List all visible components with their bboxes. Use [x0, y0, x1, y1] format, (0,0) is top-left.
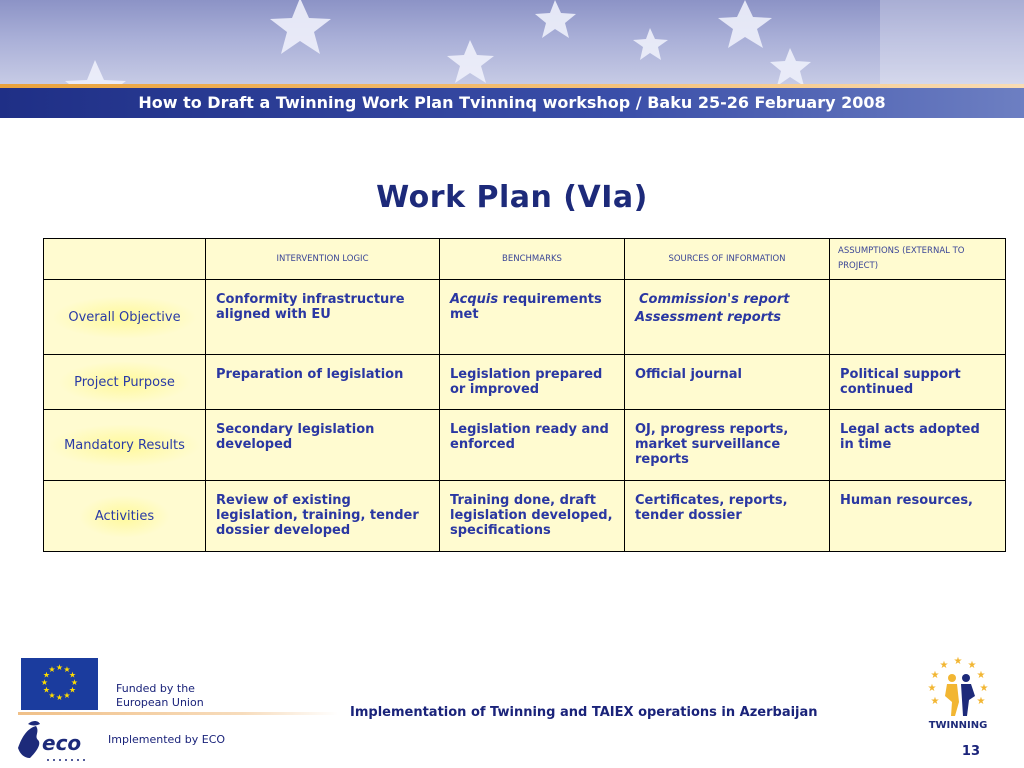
svg-text:★: ★ — [48, 665, 56, 674]
column-header-sources-of-information: SOURCES OF INFORMATION — [625, 239, 830, 280]
benchmarks-italic-text: Acquis — [450, 292, 499, 307]
row-label-cell — [44, 481, 206, 552]
funded-by-eu-text — [116, 682, 204, 710]
svg-text:★: ★ — [55, 663, 64, 672]
intervention-cell: Review of existing legislation, training, tender dossier developed — [206, 481, 440, 552]
svg-text:★: ★ — [930, 696, 940, 707]
twinning-logo-text: TWINNING — [928, 720, 988, 731]
header-title: How to Draft a Twinning Work Plan Tvinninq workshop / Baku 25-26 February 2008 — [138, 93, 886, 112]
sources-cell: OJ, progress reports, market surveillance reports — [625, 410, 830, 481]
intervention-cell: Preparation of legislation — [206, 355, 440, 410]
svg-text:★: ★ — [70, 678, 79, 687]
eco-logo — [14, 718, 96, 764]
svg-text:★: ★ — [68, 685, 77, 695]
implementation-text: Implementation of Twinning and TAIEX operations in Azerbaijan — [350, 705, 818, 720]
assumptions-cell — [830, 280, 1006, 355]
table-row — [44, 355, 1006, 410]
assumptions-cell: Political support continued — [830, 355, 1006, 410]
svg-text:★: ★ — [967, 660, 977, 671]
svg-text:★: ★ — [63, 665, 71, 674]
page-number: 13 — [961, 744, 980, 759]
twinning-logo — [917, 650, 999, 732]
work-plan-table — [43, 238, 1006, 552]
svg-text:★: ★ — [927, 683, 937, 694]
intervention-cell: Secondary legislation developed — [206, 410, 440, 481]
footer-orange-rule — [18, 712, 338, 715]
benchmarks-cell: Legislation ready and enforced — [440, 410, 625, 481]
row-label: Project Purpose — [58, 361, 191, 404]
svg-text:★: ★ — [976, 696, 986, 707]
sources-cell: Official journal — [625, 355, 830, 410]
column-header-intervention-logic: INTERVENTION LOGIC — [206, 239, 440, 280]
eco-logo-text: eco — [42, 731, 82, 755]
svg-text:★: ★ — [40, 678, 49, 687]
svg-text:★: ★ — [42, 685, 51, 695]
implemented-by-text: Implemented by ECO — [108, 733, 226, 746]
svg-text:★: ★ — [930, 670, 940, 681]
assumptions-cell: Legal acts adopted in time — [830, 410, 1006, 481]
table-row — [44, 280, 1006, 355]
column-header-empty — [44, 239, 206, 280]
svg-text:★: ★ — [68, 670, 77, 680]
svg-text:★: ★ — [42, 670, 51, 680]
svg-text:★: ★ — [953, 656, 963, 667]
intervention-cell: Conformity infrastructure aligned with EU — [206, 280, 440, 355]
assumptions-cell: Human resources, — [830, 481, 1006, 552]
funded-line-1: Funded by the — [116, 682, 195, 695]
row-label-cell — [44, 355, 206, 410]
eu-flag-icon — [21, 658, 98, 710]
table-header-row — [44, 239, 1006, 280]
sources-line-2: Assessment reports — [635, 310, 782, 325]
row-label-cell — [44, 280, 206, 355]
svg-text:★: ★ — [48, 691, 56, 700]
svg-text:★: ★ — [939, 660, 949, 671]
header-title-bar — [0, 88, 1024, 118]
benchmarks-text: requirements met — [450, 292, 602, 322]
row-label: Overall Objective — [52, 296, 196, 339]
column-header-assumptions: ASSUMPTIONS (EXTERNAL TO PROJECT) — [830, 239, 1006, 280]
sources-cell: Certificates, reports, tender dossier — [625, 481, 830, 552]
table-row — [44, 410, 1006, 481]
slide-title: Work Plan (VIa) — [376, 180, 648, 215]
svg-text:★: ★ — [979, 683, 989, 694]
row-label-cell — [44, 410, 206, 481]
benchmarks-cell: Legislation prepared or improved — [440, 355, 625, 410]
svg-text:★: ★ — [976, 670, 986, 681]
header-banner — [0, 0, 1024, 88]
table-row — [44, 481, 1006, 552]
row-label: Activities — [79, 495, 170, 538]
benchmarks-cell — [440, 280, 625, 355]
funded-line-2: European Union — [116, 696, 204, 709]
sources-line-1: Commission's report — [639, 292, 790, 307]
svg-text:★: ★ — [55, 693, 64, 702]
sources-cell — [625, 280, 830, 355]
eu-stars-background — [0, 0, 1024, 88]
row-label: Mandatory Results — [48, 424, 201, 467]
column-header-benchmarks: BENCHMARKS — [440, 239, 625, 280]
benchmarks-cell: Training done, draft legislation developed, specifications — [440, 481, 625, 552]
svg-text:★: ★ — [63, 691, 71, 700]
